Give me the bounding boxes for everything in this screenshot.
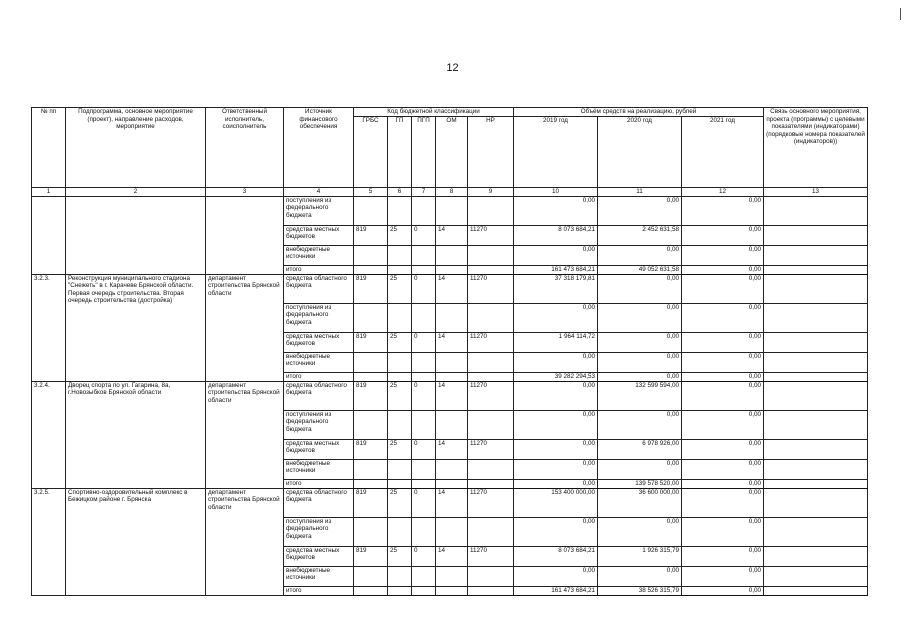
code-pgp: 0 <box>412 546 436 566</box>
amount-2021: 0,00 <box>682 372 764 381</box>
code-grbs: 819 <box>354 381 388 410</box>
amount-2019: 0,00 <box>514 410 598 439</box>
code-grbs <box>354 196 388 225</box>
code-gp <box>388 566 412 586</box>
funding-source: итого <box>284 586 354 595</box>
code-grbs <box>354 566 388 586</box>
code-gp <box>388 410 412 439</box>
amount-2020: 0,00 <box>598 196 682 225</box>
header-2021: 2021 год <box>682 117 764 188</box>
code-pgp <box>412 517 436 546</box>
responsible-executor: департамент строительства Брянской области <box>206 488 284 595</box>
amount-2021: 0,00 <box>682 546 764 566</box>
amount-2019: 37 318 179,81 <box>514 274 598 303</box>
code-pgp: 0 <box>412 381 436 410</box>
code-pgp: 0 <box>412 225 436 245</box>
amount-2021: 0,00 <box>682 225 764 245</box>
code-grbs: 819 <box>354 274 388 303</box>
code-np: 11270 <box>468 381 514 410</box>
column-number-3: 3 <box>206 188 284 197</box>
code-grbs: 819 <box>354 225 388 245</box>
code-grbs <box>354 410 388 439</box>
code-np <box>468 196 514 225</box>
funding-source: поступления из федерального бюджета <box>284 517 354 546</box>
column-number-10: 10 <box>514 188 598 197</box>
code-grbs <box>354 372 388 381</box>
code-grbs: 819 <box>354 439 388 459</box>
code-np <box>468 586 514 595</box>
amount-2020: 1 926 315,79 <box>598 546 682 566</box>
code-np <box>468 410 514 439</box>
code-grbs <box>354 352 388 372</box>
code-gp <box>388 517 412 546</box>
header-2019: 2019 год <box>514 117 598 188</box>
indicator-link <box>764 303 868 332</box>
indicator-link <box>764 488 868 517</box>
indicator-link <box>764 586 868 595</box>
amount-2020: 0,00 <box>598 303 682 332</box>
code-np <box>468 566 514 586</box>
row-number: 3.2.3. <box>32 274 66 381</box>
table-row <box>32 381 868 410</box>
indicator-link <box>764 459 868 479</box>
amount-2021: 0,00 <box>682 196 764 225</box>
indicator-link <box>764 517 868 546</box>
indicator-link <box>764 372 868 381</box>
code-grbs <box>354 517 388 546</box>
header-num: № пп <box>32 108 66 188</box>
code-np <box>468 459 514 479</box>
code-np <box>468 265 514 274</box>
amount-2019: 8 073 684,21 <box>514 225 598 245</box>
code-grbs <box>354 586 388 595</box>
funding-source: внебюджетные источники <box>284 459 354 479</box>
amount-2021: 0,00 <box>682 566 764 586</box>
code-pgp <box>412 586 436 595</box>
header-responsible: Ответственный исполнитель, соисполнитель <box>206 108 284 188</box>
header-volume: Объём средств на реализацию, рублей <box>514 108 764 117</box>
code-grbs <box>354 245 388 265</box>
code-om <box>436 372 468 381</box>
amount-2020: 0,00 <box>598 352 682 372</box>
amount-2021: 0,00 <box>682 274 764 303</box>
code-grbs <box>354 265 388 274</box>
indicator-link <box>764 265 868 274</box>
code-om <box>436 245 468 265</box>
amount-2020: 0,00 <box>598 517 682 546</box>
amount-2020: 0,00 <box>598 459 682 479</box>
row-number: 3.2.4. <box>32 381 66 488</box>
indicator-link <box>764 196 868 225</box>
column-number-12: 12 <box>682 188 764 197</box>
amount-2021: 0,00 <box>682 410 764 439</box>
funding-source: итого <box>284 265 354 274</box>
code-np: 11270 <box>468 488 514 517</box>
code-pgp: 0 <box>412 488 436 517</box>
code-np: 11270 <box>468 546 514 566</box>
funding-source: внебюджетные источники <box>284 566 354 586</box>
header-source: Источник финансового обеспечения <box>284 108 354 188</box>
code-np <box>468 352 514 372</box>
indicator-link <box>764 352 868 372</box>
header-grbs: ГРБС <box>354 117 388 188</box>
code-pgp <box>412 479 436 488</box>
code-pgp <box>412 372 436 381</box>
responsible-executor: департамент строительства Брянской области <box>206 274 284 381</box>
code-om: 14 <box>436 439 468 459</box>
indicator-link <box>764 410 868 439</box>
amount-2020: 139 578 520,00 <box>598 479 682 488</box>
column-number-row <box>32 188 868 197</box>
amount-2020: 0,00 <box>598 372 682 381</box>
amount-2019: 161 473 684,21 <box>514 586 598 595</box>
amount-2021: 0,00 <box>682 459 764 479</box>
funding-source: средства местных бюджетов <box>284 225 354 245</box>
code-pgp <box>412 566 436 586</box>
code-grbs: 819 <box>354 332 388 352</box>
funding-source: средства местных бюджетов <box>284 332 354 352</box>
amount-2020: 36 600 000,00 <box>598 488 682 517</box>
column-number-8: 8 <box>436 188 468 197</box>
code-om <box>436 517 468 546</box>
column-number-9: 9 <box>468 188 514 197</box>
amount-2020: 0,00 <box>598 274 682 303</box>
event-name: Спортивно-оздоровительный комплекс в Бежицком районе г. Брянска <box>66 488 206 595</box>
code-om: 14 <box>436 274 468 303</box>
code-grbs: 819 <box>354 488 388 517</box>
funding-source: внебюджетные источники <box>284 245 354 265</box>
code-grbs <box>354 479 388 488</box>
responsible-executor <box>206 196 284 274</box>
amount-2021: 0,00 <box>682 586 764 595</box>
amount-2021: 0,00 <box>682 352 764 372</box>
amount-2020: 132 599 594,00 <box>598 381 682 410</box>
indicator-link <box>764 546 868 566</box>
indicator-link <box>764 245 868 265</box>
table-row <box>32 196 868 225</box>
code-gp <box>388 303 412 332</box>
column-number-13: 13 <box>764 188 868 197</box>
code-np: 11270 <box>468 439 514 459</box>
funding-source: средства местных бюджетов <box>284 546 354 566</box>
amount-2021: 0,00 <box>682 303 764 332</box>
funding-source: средства местных бюджетов <box>284 439 354 459</box>
code-np: 11270 <box>468 274 514 303</box>
amount-2019: 1 964 114,72 <box>514 332 598 352</box>
code-om: 14 <box>436 381 468 410</box>
column-number-7: 7 <box>412 188 436 197</box>
code-grbs <box>354 303 388 332</box>
amount-2021: 0,00 <box>682 332 764 352</box>
code-gp <box>388 479 412 488</box>
code-om <box>436 566 468 586</box>
code-gp <box>388 245 412 265</box>
funding-source: поступления из федерального бюджета <box>284 196 354 225</box>
amount-2019: 0,00 <box>514 352 598 372</box>
amount-2021: 0,00 <box>682 265 764 274</box>
code-pgp: 0 <box>412 274 436 303</box>
amount-2019: 8 073 684,21 <box>514 546 598 566</box>
amount-2019: 0,00 <box>514 303 598 332</box>
code-gp: 25 <box>388 381 412 410</box>
code-np <box>468 517 514 546</box>
row-number: 3.2.5. <box>32 488 66 595</box>
amount-2019: 0,00 <box>514 566 598 586</box>
code-pgp: 0 <box>412 439 436 459</box>
code-pgp <box>412 352 436 372</box>
code-om: 14 <box>436 488 468 517</box>
column-number-11: 11 <box>598 188 682 197</box>
code-om <box>436 459 468 479</box>
code-om <box>436 410 468 439</box>
code-gp <box>388 265 412 274</box>
amount-2020: 0,00 <box>598 245 682 265</box>
code-gp <box>388 372 412 381</box>
code-gp: 25 <box>388 225 412 245</box>
code-om <box>436 586 468 595</box>
amount-2021: 0,00 <box>682 381 764 410</box>
code-pgp: 0 <box>412 332 436 352</box>
indicator-link <box>764 274 868 303</box>
funding-source: средства областного бюджета <box>284 274 354 303</box>
code-gp <box>388 586 412 595</box>
amount-2021: 0,00 <box>682 479 764 488</box>
funding-source: итого <box>284 372 354 381</box>
amount-2019: 0,00 <box>514 459 598 479</box>
amount-2019: 0,00 <box>514 479 598 488</box>
code-gp: 25 <box>388 439 412 459</box>
code-gp: 25 <box>388 488 412 517</box>
amount-2019: 161 473 684,21 <box>514 265 598 274</box>
code-gp: 25 <box>388 274 412 303</box>
amount-2021: 0,00 <box>682 488 764 517</box>
amount-2019: 0,00 <box>514 381 598 410</box>
amount-2019: 153 400 000,00 <box>514 488 598 517</box>
code-pgp <box>412 265 436 274</box>
page-number: 12 <box>446 62 459 74</box>
amount-2019: 0,00 <box>514 245 598 265</box>
funding-source: поступления из федерального бюджета <box>284 303 354 332</box>
column-number-4: 4 <box>284 188 354 197</box>
amount-2021: 0,00 <box>682 517 764 546</box>
table-header <box>32 108 868 197</box>
funding-source: средства областного бюджета <box>284 381 354 410</box>
amount-2021: 0,00 <box>682 245 764 265</box>
code-om: 14 <box>436 546 468 566</box>
column-number-2: 2 <box>66 188 206 197</box>
responsible-executor: департамент строительства Брянской области <box>206 381 284 488</box>
table-body <box>32 196 868 595</box>
code-np <box>468 479 514 488</box>
column-number-1: 1 <box>32 188 66 197</box>
code-np: 11270 <box>468 332 514 352</box>
code-gp <box>388 352 412 372</box>
amount-2020: 38 526 315,79 <box>598 586 682 595</box>
code-pgp <box>412 303 436 332</box>
header-gp: ГП <box>388 117 412 188</box>
edge-mark <box>900 8 901 20</box>
row-number <box>32 196 66 274</box>
header-pgp: ПГП <box>412 117 436 188</box>
indicator-link <box>764 332 868 352</box>
event-name <box>66 196 206 274</box>
column-number-6: 6 <box>388 188 412 197</box>
code-pgp <box>412 459 436 479</box>
code-gp: 25 <box>388 546 412 566</box>
code-pgp <box>412 196 436 225</box>
code-om <box>436 265 468 274</box>
code-grbs <box>354 459 388 479</box>
code-pgp <box>412 410 436 439</box>
indicator-link <box>764 439 868 459</box>
amount-2021: 0,00 <box>682 439 764 459</box>
code-om <box>436 196 468 225</box>
amount-2019: 0,00 <box>514 196 598 225</box>
column-number-5: 5 <box>354 188 388 197</box>
header-subprogram: Подпрограмма, основное мероприятие (проект), направление расходов, мероприятие <box>66 108 206 188</box>
code-grbs: 819 <box>354 546 388 566</box>
code-om: 14 <box>436 332 468 352</box>
amount-2020: 49 052 631,58 <box>598 265 682 274</box>
table-row <box>32 488 868 517</box>
funding-source: поступления из федерального бюджета <box>284 410 354 439</box>
indicator-link <box>764 225 868 245</box>
code-om: 14 <box>436 225 468 245</box>
budget-table <box>31 107 868 596</box>
event-name: Реконструкция муниципального стадиона "Снежеть" в г. Карачеве Брянской области. Первая очередь строительства. Вторая очередь строительства (достройка) <box>66 274 206 381</box>
amount-2020: 0,00 <box>598 332 682 352</box>
funding-source: средства областного бюджета <box>284 488 354 517</box>
header-budget-code: Код бюджетной классификации <box>354 108 514 117</box>
amount-2019: 39 282 294,53 <box>514 372 598 381</box>
code-om <box>436 352 468 372</box>
amount-2020: 2 452 631,58 <box>598 225 682 245</box>
header-link: Связь основного мероприятия, проекта (программы) с целевыми показателями (индикаторами) (порядковые номера показателей (индикаторов)) <box>764 108 868 188</box>
event-name: Дворец спорта по ул. Гагарина, 8а, г.Новозыбков Брянской области <box>66 381 206 488</box>
code-np <box>468 245 514 265</box>
amount-2020: 6 978 926,00 <box>598 439 682 459</box>
code-om <box>436 479 468 488</box>
code-om <box>436 303 468 332</box>
code-gp: 25 <box>388 332 412 352</box>
amount-2019: 0,00 <box>514 517 598 546</box>
code-np: 11270 <box>468 225 514 245</box>
code-gp <box>388 196 412 225</box>
indicator-link <box>764 381 868 410</box>
amount-2020: 0,00 <box>598 566 682 586</box>
code-pgp <box>412 245 436 265</box>
indicator-link <box>764 479 868 488</box>
header-om: ОМ <box>436 117 468 188</box>
amount-2020: 0,00 <box>598 410 682 439</box>
funding-source: внебюджетные источники <box>284 352 354 372</box>
code-np <box>468 303 514 332</box>
code-np <box>468 372 514 381</box>
table-row <box>32 274 868 303</box>
indicator-link <box>764 566 868 586</box>
code-gp <box>388 459 412 479</box>
amount-2019: 0,00 <box>514 439 598 459</box>
header-np: НР <box>468 117 514 188</box>
funding-source: итого <box>284 479 354 488</box>
header-2020: 2020 год <box>598 117 682 188</box>
